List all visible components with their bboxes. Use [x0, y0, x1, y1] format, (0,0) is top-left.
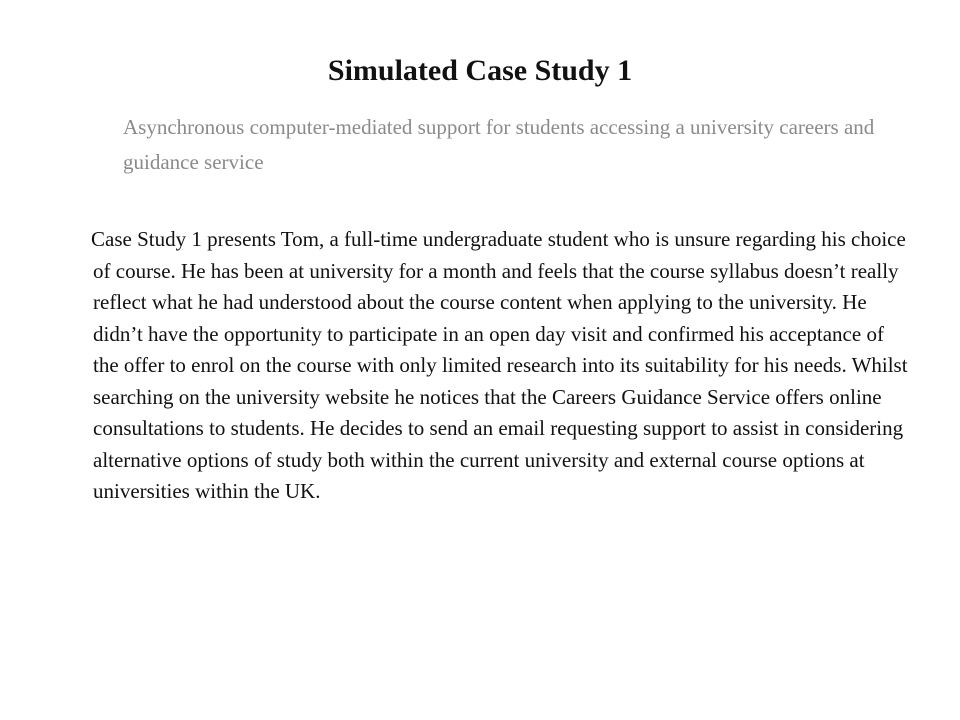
case-study-description: Case Study 1 presents Tom, a full-time undergraduate student who is unsure regarding his choice of course. He has been at university for a month and feels that the course syllabus doesn’t really reflect what he had understood about the course content when applying to the university. He didn’t have the opportunity to participate in an open day visit and confirmed his acceptance of the offer to enrol on the course with only limited research into its suitability for his needs. Whilst searching on the university website he notices that the Careers Guidance Service offers online consultations to students. He decides to send an email requesting support to assist in considering alternative options of study both within the current university and external course options at universities within the UK. [91, 227, 908, 503]
slide-title: Simulated Case Study 1 [327, 54, 633, 87]
slide-subtitle: Asynchronous computer-mediated support for students accessing a university careers and guidance service [123, 115, 875, 174]
